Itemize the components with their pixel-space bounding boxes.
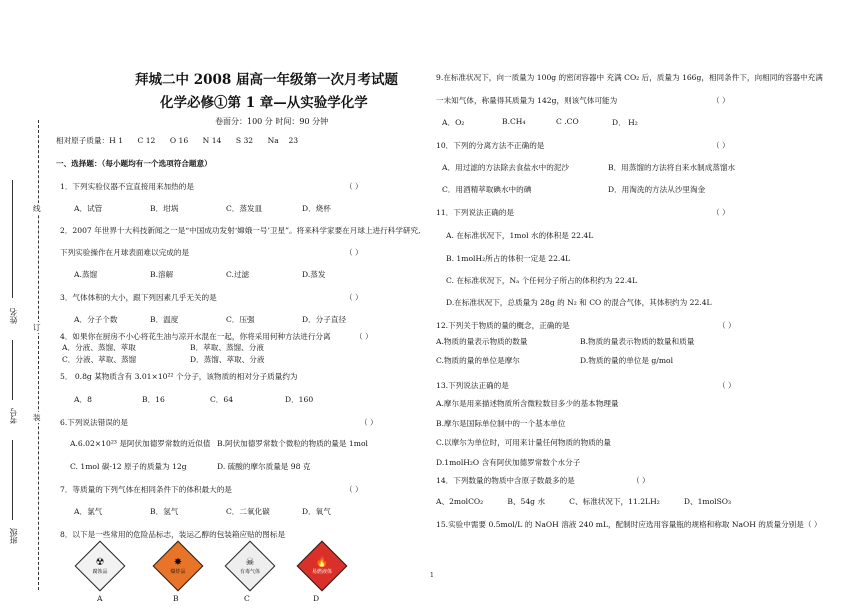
q11-paren: （ ） xyxy=(712,208,730,217)
name-label: 姓名 xyxy=(9,308,18,324)
q9-a: A．O₂ xyxy=(442,118,465,127)
q8-d: D xyxy=(313,594,320,603)
q7-d: D．氧气 xyxy=(302,507,331,516)
q13-d: D.1molH₂O 含有阿伏加德罗常数个水分子 xyxy=(436,458,581,467)
sign-c-label: 有毒气体 xyxy=(239,569,260,575)
q8-b: B xyxy=(173,594,179,603)
q12-b: B.物质的量表示物质的数量和质量 xyxy=(580,337,695,346)
q12-a: A.物质的量表示物质的数量 xyxy=(436,337,528,346)
q13-b: B.摩尔是国际单位制中的一个基本单位 xyxy=(436,419,566,428)
sign-b-label: 爆炸品 xyxy=(170,569,186,575)
q9-stem1: 9.在标准状况下，向一质量为 100g 的密闭容器中 充满 CO₂ 后，质量为 166g，相同条件下，向相同的容器中充满 xyxy=(436,73,823,82)
q13-c: C.以摩尔为单位时，可用来计量任何物质的物质的量 xyxy=(436,438,612,447)
q9-c: C .CO xyxy=(556,117,579,126)
q10-c: C．用酒精萃取碘水中的碘 xyxy=(442,185,532,194)
corrosive-sign-icon: ☢ 腐蚀品 xyxy=(75,541,126,592)
exam-title: 拜城二中 2008 届高一年级第一次月考试题 xyxy=(135,72,398,88)
name-line xyxy=(12,180,13,298)
q1-b: B．坩埚 xyxy=(150,204,179,213)
q2-d: D.蒸发 xyxy=(302,270,326,279)
binding-zhuang: 装 xyxy=(33,413,41,422)
q14-stem: 14．下列数量的物质中含原子数最多的是 xyxy=(436,476,575,485)
q8-a: A xyxy=(97,594,103,603)
binding-xian: 线 xyxy=(33,204,41,213)
q11-d: D.在标准状况下，总质量为 28g 的 N₂ 和 CO 的混合气体，其体积约为 22.4L xyxy=(446,298,712,307)
q3-stem: 3．气体体积的大小，跟下列因素几乎无关的是 xyxy=(60,293,217,302)
section-title: 一、选择题：（每小题均有一个选项符合题意） xyxy=(56,159,212,168)
flammable-sign-icon: 🔥 易燃液体 xyxy=(297,541,348,592)
explosive-sign-icon: ✸ 爆炸品 xyxy=(153,541,204,592)
q10-b: B．用蒸馏的方法将自来水制成蒸馏水 xyxy=(608,163,736,172)
q11-b: B. 1molH₂所占的体积一定是 22.4L xyxy=(446,254,571,263)
toxic-gas-sign-icon: ☠ 有毒气体 xyxy=(225,541,276,592)
number-label: 考号 xyxy=(9,408,18,424)
q9-b: B.CH₄ xyxy=(502,117,526,126)
q13-a: A.摩尔是用来描述物质所含微粒数目多少的基本物理量 xyxy=(436,399,619,408)
q11-stem: 11．下列说法正确的是 xyxy=(436,208,515,217)
q7-stem: 7．等质量的下列气体在相同条件下的体积最大的是 xyxy=(60,485,232,494)
q1-stem: 1．下列实验仪器不宜直接用来加热的是 xyxy=(60,182,194,191)
q2-a: A.蒸馏 xyxy=(74,270,98,279)
q3-b: B．温度 xyxy=(150,315,179,324)
q11-c: C. 在标准状况下，Nₐ 个任何分子所占的体积约为 22.4L xyxy=(446,276,637,285)
q4-d: D．蒸馏、萃取、分液 xyxy=(190,355,265,364)
q13-paren: （ ） xyxy=(718,381,736,390)
q3-paren: （ ） xyxy=(345,293,363,302)
q14-paren: （ ） xyxy=(632,476,650,485)
q4-stem: 4．如果你在厨房不小心将花生油与凉开水混在一起，你将采用何种方法进行分离 xyxy=(60,332,331,341)
q9-d: D． H₂ xyxy=(612,118,638,127)
q1-d: D．烧杯 xyxy=(302,204,331,213)
q1-paren: （ ） xyxy=(345,182,363,191)
q6-paren: （ ） xyxy=(360,418,378,427)
q8-stem: 8．以下是一些常用的危险品标志，装运乙醇的包装箱应贴的图标是 xyxy=(60,530,286,539)
q12-stem: 12.下列关于物质的量的概念，正确的是 xyxy=(436,321,570,330)
q15-stem: 15.实验中需要 0.5mol/L 的 NaOH 溶液 240 mL，配制时应选用容量瓶的规格和称取 NaOH 的质量分别是（ ） xyxy=(436,520,822,529)
q12-c: C.物质的量的单位是摩尔 xyxy=(436,356,520,365)
q4-paren: （ ） xyxy=(355,332,373,341)
q13-stem: 13.下列说法正确的是 xyxy=(436,381,509,390)
q9-paren: （ ） xyxy=(712,96,730,105)
sign-d-label: 易燃液体 xyxy=(311,569,332,575)
q2-stem2: 下列实验操作在月球表面难以完成的是 xyxy=(60,248,190,257)
class-label: 班级 xyxy=(9,528,18,544)
q2-paren: （ ） xyxy=(345,248,363,257)
page-number: 1 xyxy=(430,572,434,579)
q5-stem: 5． 0.8g 某物质含有 3.01×10²² 个分子，该物质的相对分子质量约为 xyxy=(60,372,298,381)
q2-b: B.溶解 xyxy=(150,270,174,279)
q2-stem1: 2．2007 年世界十大科技新闻之一是“中国成功发射‘嫦娥一号’卫星”。将来科学家要在月球上进行科学研究, xyxy=(60,226,421,235)
q6-d: D. 硫酸的摩尔质量是 98 克 xyxy=(217,462,311,471)
sign-a-label: 腐蚀品 xyxy=(92,569,108,575)
q4-b: B．萃取、蒸馏、分液 xyxy=(190,343,264,352)
q2-c: C.过滤 xyxy=(226,270,250,279)
exam-meta: 卷面分：100 分 时间：90 分钟 xyxy=(215,117,329,126)
q4-c: C．分液、萃取、蒸馏 xyxy=(62,355,137,364)
q12-paren: （ ） xyxy=(718,321,736,330)
q1-c: C．蒸发皿 xyxy=(226,204,263,213)
q10-stem: 10．下列的分离方法不正确的是 xyxy=(436,141,545,150)
q3-d: D．分子直径 xyxy=(302,315,347,324)
q10-paren: （ ） xyxy=(712,141,730,150)
q5-c: C．64 xyxy=(210,395,234,404)
q7-a: A．氯气 xyxy=(74,507,103,516)
q3-a: A．分子个数 xyxy=(74,315,118,324)
q6-stem: 6.下列说法错误的是 xyxy=(60,418,128,427)
q7-paren: （ ） xyxy=(345,485,363,494)
q7-c: C．二氧化碳 xyxy=(226,507,270,516)
binding-dashed-line xyxy=(38,120,39,590)
q11-a: A. 在标准状况下，1mol 水的体积是 22.4L xyxy=(446,231,594,240)
q12-d: D.物质的量的单位是 g/mol xyxy=(580,356,674,365)
q4-a: A．分液、蒸馏、萃取 xyxy=(62,343,136,352)
q8-c: C xyxy=(244,594,250,603)
q10-a: A．用过滤的方法除去食盐水中的泥沙 xyxy=(442,163,569,172)
q14-options: A、2molCO₂ B、54g 水 C、标准状况下，11.2LH₂ D、1molSO₃ xyxy=(436,497,732,506)
q10-d: D．用淘洗的方法从沙里淘金 xyxy=(608,185,706,194)
q5-d: D．160 xyxy=(285,395,314,404)
class-line xyxy=(12,440,13,520)
q6-c: C. 1mol 碳-12 原子的质量为 12g xyxy=(70,462,187,471)
atomic-masses: 相对原子质量：H 1 C 12 O 16 N 14 S 32 Na 23 xyxy=(56,136,299,145)
q3-c: C．压强 xyxy=(226,315,255,324)
q5-b: B．16 xyxy=(142,395,165,404)
number-line xyxy=(12,340,13,400)
q6-b: B.阿伏加德罗常数个微粒的物质的量是 1mol xyxy=(217,439,368,448)
q9-stem2: 一未知气体，称量得其质量为 142g，则该气体可能为 xyxy=(436,96,618,105)
q5-a: A．8 xyxy=(74,395,92,404)
binding-ding: 订 xyxy=(33,323,41,332)
q1-a: A．试管 xyxy=(74,204,103,213)
q7-b: B．氢气 xyxy=(150,507,179,516)
q6-a: A.6.02×10²³ 是阿伏加德罗常数的近似值 xyxy=(70,439,211,448)
exam-subtitle: 化学必修①第 1 章—从实验学化学 xyxy=(160,95,368,111)
